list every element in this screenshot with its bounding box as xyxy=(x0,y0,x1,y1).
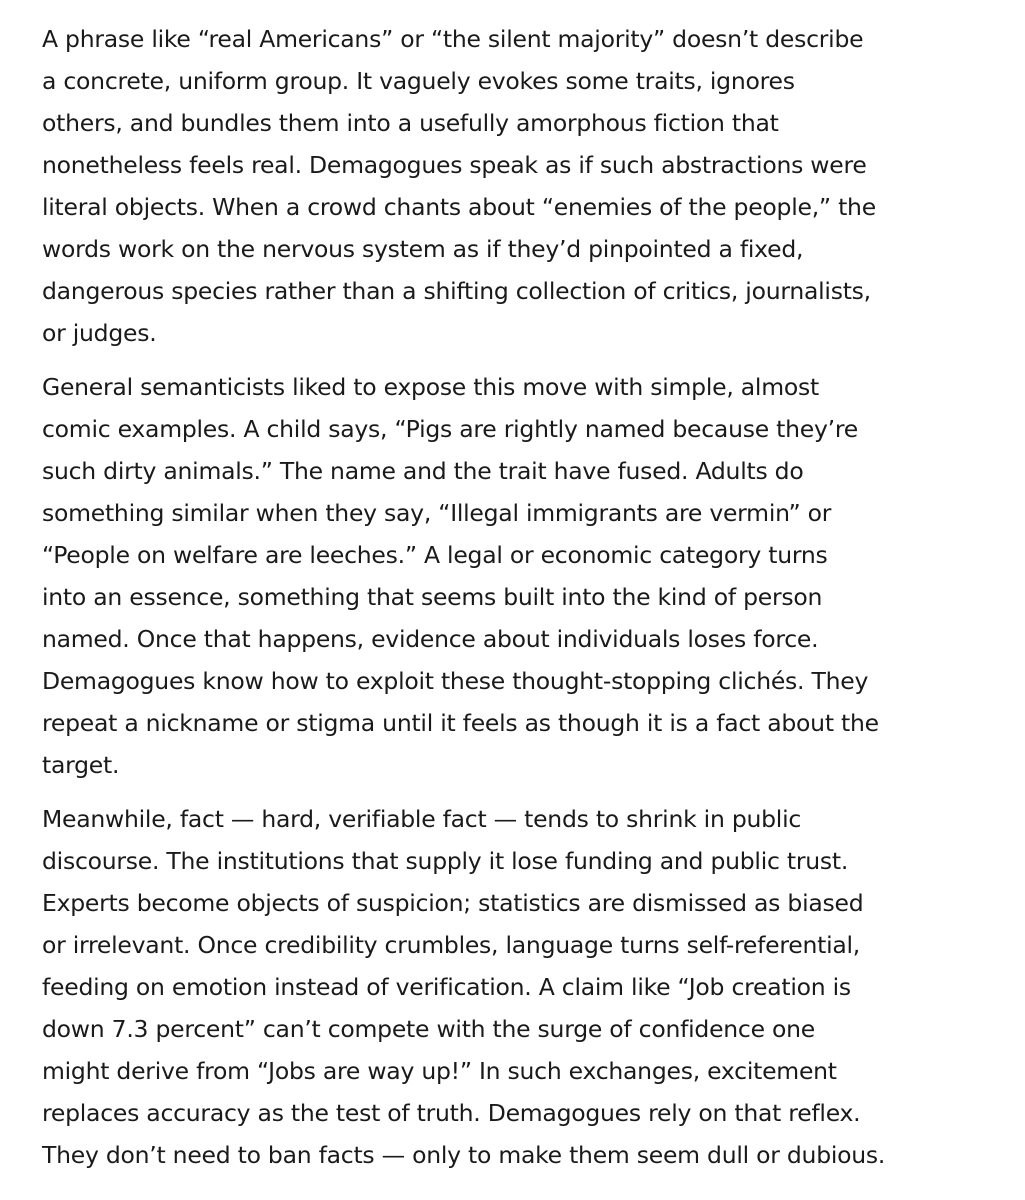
text-line: comic examples. A child says, “Pigs are rightly named because they’re xyxy=(42,415,858,443)
text-line: dangerous species rather than a shifting collection of critics, journalists, xyxy=(42,277,871,305)
paragraph-3 xyxy=(42,798,1002,1176)
text-line: others, and bundles them into a usefully amorphous fiction that xyxy=(42,109,779,137)
text-line: something similar when they say, “Illegal immigrants are vermin” or xyxy=(42,499,832,527)
text-line: Experts become objects of suspicion; statistics are dismissed as biased xyxy=(42,889,864,917)
text-line: A phrase like “real Americans” or “the silent majority” doesn’t describe xyxy=(42,25,864,53)
text-line: replaces accuracy as the test of truth. Demagogues rely on that reflex. xyxy=(42,1099,861,1127)
text-line: repeat a nickname or stigma until it feels as though it is a fact about the xyxy=(42,709,879,737)
text-line: nonetheless feels real. Demagogues speak as if such abstractions were xyxy=(42,151,867,179)
text-line: or irrelevant. Once credibility crumbles, language turns self-referential, xyxy=(42,931,861,959)
article-body xyxy=(42,18,1002,1176)
text-line: feeding on emotion instead of verification. A claim like “Job creation is xyxy=(42,973,851,1001)
paragraph-1 xyxy=(42,18,1002,354)
text-line: “People on welfare are leeches.” A legal or economic category turns xyxy=(42,541,828,569)
paragraph-2 xyxy=(42,366,1002,786)
text-line: Meanwhile, fact — hard, verifiable fact — tends to shrink in public xyxy=(42,805,802,833)
text-line: They don’t need to ban facts — only to make them seem dull or dubious. xyxy=(42,1141,886,1169)
text-line: such dirty animals.” The name and the trait have fused. Adults do xyxy=(42,457,804,485)
text-line: or judges. xyxy=(42,319,157,347)
text-line: words work on the nervous system as if they’d pinpointed a fixed, xyxy=(42,235,804,263)
text-line: Demagogues know how to exploit these thought-stopping clichés. They xyxy=(42,667,869,695)
text-line: named. Once that happens, evidence about individuals loses force. xyxy=(42,625,819,653)
text-line: a concrete, uniform group. It vaguely evokes some traits, ignores xyxy=(42,67,795,95)
text-line: literal objects. When a crowd chants about “enemies of the people,” the xyxy=(42,193,876,221)
text-line: target. xyxy=(42,751,120,779)
text-line: into an essence, something that seems built into the kind of person xyxy=(42,583,823,611)
text-line: might derive from “Jobs are way up!” In such exchanges, excitement xyxy=(42,1057,837,1085)
text-line: discourse. The institutions that supply it lose funding and public trust. xyxy=(42,847,849,875)
text-line: General semanticists liked to expose this move with simple, almost xyxy=(42,373,819,401)
text-line: down 7.3 percent” can’t compete with the surge of confidence one xyxy=(42,1015,816,1043)
